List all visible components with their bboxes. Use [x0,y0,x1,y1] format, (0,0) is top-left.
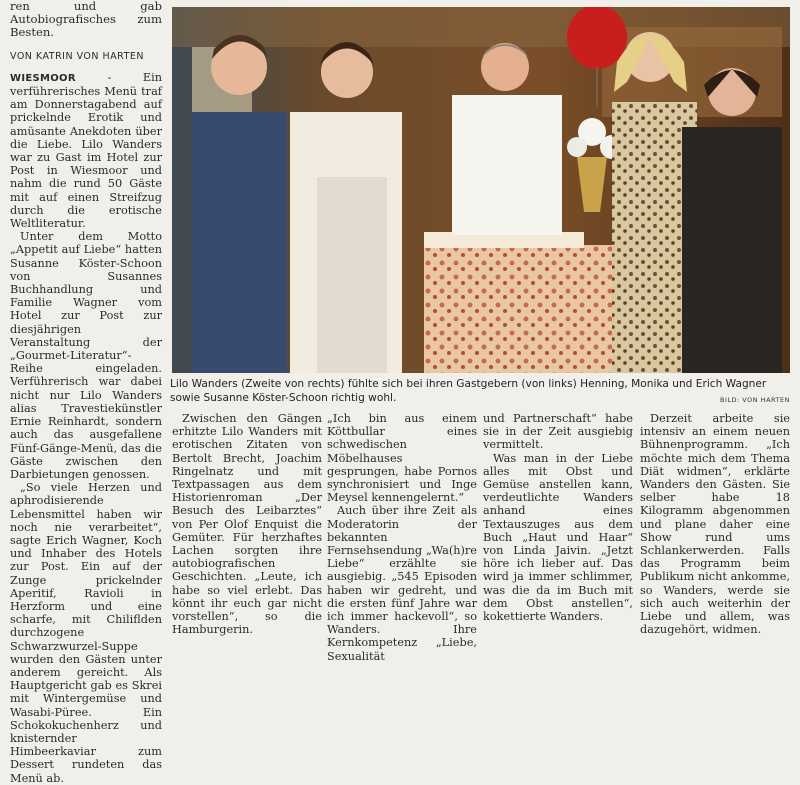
column-5 [640,412,790,636]
photo-illustration [172,7,790,373]
column-3 [327,412,477,663]
dateline: WIESMOOR [10,72,76,84]
top-fragment: ren und gab Autobiografisches zum Besten. [10,0,162,40]
photo-caption: Lilo Wanders (Zweite von rechts) fühlte sich bei ihren Gastgebern (von links) Henning, Monika und Erich Wagner sowie Susanne Köster-Schoon richtig wohl. [170,378,767,404]
col3-quote: „Ich bin aus einem Köttbullar eines schwedischen Möbelhauses gesprungen, habe Pornos synchronisiert und Inge Meysel kennengelernt.“ [327,412,477,505]
paragraph-3: „So viele Herzen und aphrodisierende Lebensmittel haben wir noch nie verarbeitet“, sagte Erich Wagner, Koch und Inhaber des Hotels zur Post. Ein auf der Zunge prickelnder Aperitif, Ravioli in Herzform und eine scharfe, mit Chiliflden durchzogene Schwarzwurzel-Suppe wurden den Gästen unter anderem gereicht. Als Hauptgericht gab es Skrei mit Wintergemüse und Wasabi-Püree. Ein Schokokuchenherz und knisternder Himbeerkaviar zum Dessert rundeten das Menü ab. [10,481,162,785]
col3-paragraph: Auch über ihre Zeit als Moderatorin der bekannten Fernsehsendung „Wa(h)re Liebe“ erzählte sie ausgiebig. „545 Episoden haben wir gedreht, und die ersten fünf Jahre war ich immer hackevoll“, so Wanders. Ihre Kernkompetenz „Liebe, Sexualität [327,504,477,663]
column-2 [172,412,322,636]
paragraph-2: Unter dem Motto „Appetit auf Liebe“ hatten Susanne Köster-Schoon von Susannes Buchhandlung und Familie Wagner vom Hotel zur Post zur diesjährigen Veranstaltung der „Gourmet-Literatur“-Reihe eingeladen. Verführerisch war dabei nicht nur Lilo Wanders alias Travestiekünstler Ernie Reinhardt, sondern auch das ausgefallene Fünf-Gänge-Menü, das die Gäste zwischen den Darbietungen genossen. [10,230,162,481]
col2-paragraph: Zwischen den Gängen erhitzte Lilo Wanders mit erotischen Zitaten von Bertolt Brecht, Joachim Ringelnatz und mit Textpassagen aus dem Historienroman „Der Besuch des Leibarztes“ von Per Olof Enquist die Gemüter. Für herzhaftes Lachen sorgten ihre autobiografischen Geschichten. „Leute, ich habe so viel erlebt. Das könnt ihr euch gar nicht vorstellen“, so die Hamburgerin. [172,412,322,637]
col4-continuation: und Partnerschaft“ habe sie in der Zeit ausgiebig vermittelt. [483,412,633,452]
left-column [10,0,162,785]
col4-paragraph: Was man in der Liebe alles mit Obst und Gemüse anstellen kann, verdeutlichte Wanders anhand eines Textauszuges aus dem Buch „Haut und Haar“ von Linda Jaivin. „Jetzt höre ich lieber auf. Das wird ja immer schlimmer, was die da im Buch mit dem Obst anstellen“, kokettierte Wanders. [483,451,633,624]
byline: VON KATRIN VON HARTEN [10,50,144,62]
photo-credit: BILD: VON HARTEN [720,396,790,404]
lead-paragraph [10,71,162,230]
lead-text: - Ein verführerisches Menü traf am Donnerstagabend auf prickelnde Erotik und amüsante Anekdoten über die Liebe. Lilo Wanders war zu Gast im Hotel zur Post in Wiesmoor und nahm die rund 50 Gäste mit auf einen Streifzug durch die erotische Weltliteratur. [10,70,162,231]
column-4 [483,412,633,623]
article-photo [172,7,790,373]
col5-paragraph: Derzeit arbeite sie intensiv an einem neuen Bühnenprogramm. „Ich möchte mich dem Thema Diät widmen“, erklärte Wanders den Gästen. Sie selber habe 18 Kilogramm abgenommen und plane daher eine Show rund ums Schlankerwerden. Falls das Programm beim Publikum nicht ankomme, so Wanders, werde sie sich auch weiterhin der Liebe und allem, was dazugehört, widmen. [640,412,790,637]
